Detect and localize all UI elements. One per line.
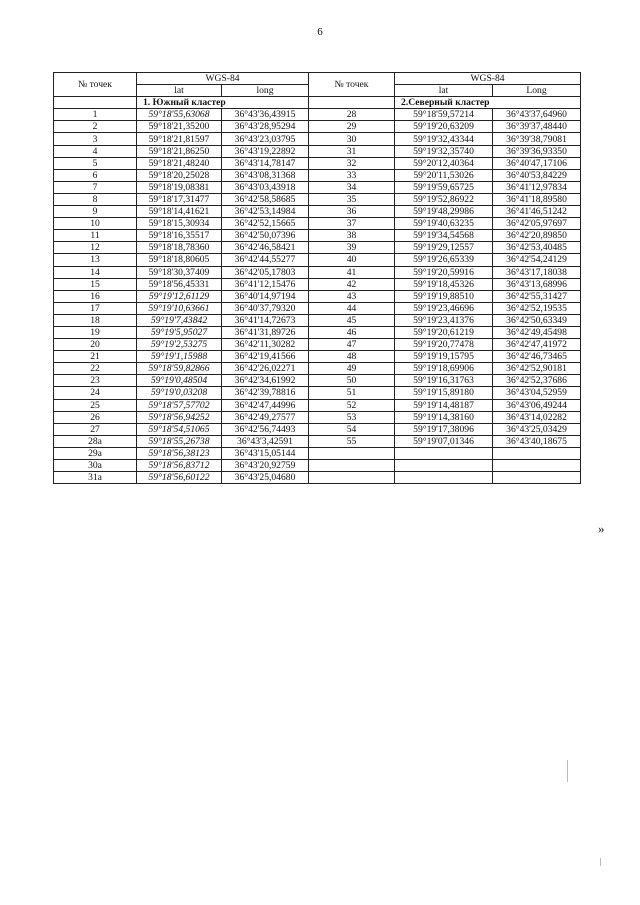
north-point-lat: 59°19'17,38096 xyxy=(395,423,493,435)
north-point-number: 35 xyxy=(309,193,395,205)
south-point-long: 36°41'12,15476 xyxy=(222,278,309,290)
north-point-number: 48 xyxy=(309,351,395,363)
table-row xyxy=(54,363,581,375)
north-point-number: 43 xyxy=(309,290,395,302)
north-point-number: 51 xyxy=(309,387,395,399)
south-point-lat: 59°18'18,78360 xyxy=(137,242,222,254)
north-point-long: 36°43'14,02282 xyxy=(493,411,581,423)
south-point-lat: 59°18'20,25028 xyxy=(137,169,222,181)
empty-cell xyxy=(493,460,581,472)
table-row xyxy=(54,121,581,133)
south-point-lat: 59°19'1,15988 xyxy=(137,351,222,363)
south-point-number: 31a xyxy=(54,472,137,484)
north-point-number: 42 xyxy=(309,278,395,290)
south-point-number: 10 xyxy=(54,218,137,230)
north-point-number: 37 xyxy=(309,218,395,230)
north-point-lat: 59°19'20,77478 xyxy=(395,339,493,351)
north-point-long: 36°42'55,31427 xyxy=(493,290,581,302)
south-point-lat: 59°18'30,37409 xyxy=(137,266,222,278)
north-point-number: 33 xyxy=(309,169,395,181)
south-point-long: 36°42'05,17803 xyxy=(222,266,309,278)
south-point-long: 36°43'23,03795 xyxy=(222,133,309,145)
scan-mark xyxy=(600,858,601,866)
south-point-number: 22 xyxy=(54,363,137,375)
north-point-long: 36°42'47,41972 xyxy=(493,339,581,351)
north-point-lat: 59°19'32,35740 xyxy=(395,145,493,157)
south-point-number: 27 xyxy=(54,423,137,435)
right-lat-header: lat xyxy=(395,85,493,97)
south-point-long: 36°42'52,15665 xyxy=(222,218,309,230)
empty-cell xyxy=(395,472,493,484)
south-point-number: 26 xyxy=(54,411,137,423)
header-row-1 xyxy=(54,73,581,85)
north-point-lat: 59°19'23,41376 xyxy=(395,314,493,326)
north-point-number: 45 xyxy=(309,314,395,326)
empty-cell xyxy=(493,447,581,459)
south-point-lat: 59°19'12,61129 xyxy=(137,290,222,302)
south-point-number: 28a xyxy=(54,435,137,447)
left-lat-header: lat xyxy=(137,85,222,97)
south-point-number: 17 xyxy=(54,302,137,314)
north-point-long: 36°43'25,03429 xyxy=(493,423,581,435)
south-point-long: 36°42'53,14984 xyxy=(222,206,309,218)
south-point-number: 15 xyxy=(54,278,137,290)
south-point-long: 36°43'14,78147 xyxy=(222,157,309,169)
table-row xyxy=(54,435,581,447)
south-point-number: 8 xyxy=(54,193,137,205)
north-point-long: 36°42'20,89850 xyxy=(493,230,581,242)
south-point-lat: 59°18'59,82866 xyxy=(137,363,222,375)
north-point-lat: 59°19'07,01346 xyxy=(395,435,493,447)
south-point-number: 5 xyxy=(54,157,137,169)
cluster-row xyxy=(54,97,581,109)
north-point-number: 38 xyxy=(309,230,395,242)
north-point-lat: 59°20'11,53026 xyxy=(395,169,493,181)
north-point-lat: 59°19'29,12557 xyxy=(395,242,493,254)
north-point-long: 36°42'05,97697 xyxy=(493,218,581,230)
north-point-long: 36°43'13,68996 xyxy=(493,278,581,290)
table-row xyxy=(54,472,581,484)
table-row xyxy=(54,193,581,205)
table-row xyxy=(54,375,581,387)
north-point-lat: 59°19'59,65725 xyxy=(395,181,493,193)
south-point-lat: 59°18'21,35200 xyxy=(137,121,222,133)
north-point-number: 32 xyxy=(309,157,395,169)
north-point-long: 36°42'52,90181 xyxy=(493,363,581,375)
table-row xyxy=(54,254,581,266)
south-point-lat: 59°18'56,45331 xyxy=(137,278,222,290)
north-cluster-title: 2.Северный кластер xyxy=(395,97,581,109)
south-point-long: 36°43'28,95294 xyxy=(222,121,309,133)
south-point-number: 11 xyxy=(54,230,137,242)
north-point-number: 49 xyxy=(309,363,395,375)
south-point-long: 36°42'50,07396 xyxy=(222,230,309,242)
north-point-lat: 59°19'26,65339 xyxy=(395,254,493,266)
south-point-number: 20 xyxy=(54,339,137,351)
north-point-long: 36°42'50,63349 xyxy=(493,314,581,326)
south-point-lat: 59°19'2,53275 xyxy=(137,339,222,351)
south-point-number: 29a xyxy=(54,447,137,459)
south-point-long: 36°43'19,22892 xyxy=(222,145,309,157)
south-point-long: 36°42'11,30282 xyxy=(222,339,309,351)
south-point-long: 36°42'47,44996 xyxy=(222,399,309,411)
north-point-long: 36°39'36,93350 xyxy=(493,145,581,157)
table-row xyxy=(54,387,581,399)
south-cluster-title: 1. Южный кластер xyxy=(137,97,309,109)
north-point-number: 39 xyxy=(309,242,395,254)
south-point-long: 36°42'34,61992 xyxy=(222,375,309,387)
table-row xyxy=(54,411,581,423)
right-num-header: № точек xyxy=(309,73,395,97)
north-point-number: 52 xyxy=(309,399,395,411)
coordinates-table xyxy=(53,72,581,484)
north-point-long: 36°42'52,37686 xyxy=(493,375,581,387)
south-point-long: 36°41'14,72673 xyxy=(222,314,309,326)
south-point-lat: 59°18'14,41621 xyxy=(137,206,222,218)
south-point-long: 36°43'25,04680 xyxy=(222,472,309,484)
south-point-lat: 59°18'16,35517 xyxy=(137,230,222,242)
north-point-number: 53 xyxy=(309,411,395,423)
table-row xyxy=(54,460,581,472)
table-row xyxy=(54,266,581,278)
north-point-long: 36°42'46,73465 xyxy=(493,351,581,363)
south-point-number: 6 xyxy=(54,169,137,181)
south-point-lat: 59°18'21,48240 xyxy=(137,157,222,169)
south-point-long: 36°40'37,79320 xyxy=(222,302,309,314)
south-point-long: 36°42'26,02271 xyxy=(222,363,309,375)
table-row xyxy=(54,339,581,351)
table-row xyxy=(54,447,581,459)
table-row xyxy=(54,145,581,157)
north-point-long: 36°41'46,51242 xyxy=(493,206,581,218)
south-point-lat: 59°18'19,08381 xyxy=(137,181,222,193)
north-point-long: 36°39'38,79081 xyxy=(493,133,581,145)
south-point-lat: 59°19'7,43842 xyxy=(137,314,222,326)
south-point-lat: 59°18'56,38123 xyxy=(137,447,222,459)
south-point-long: 36°43'03,43918 xyxy=(222,181,309,193)
south-point-lat: 59°18'21,81597 xyxy=(137,133,222,145)
page-number: 6 xyxy=(317,26,323,38)
table-row xyxy=(54,206,581,218)
north-point-lat: 59°19'14,48187 xyxy=(395,399,493,411)
north-point-number: 36 xyxy=(309,206,395,218)
empty-cell xyxy=(395,447,493,459)
south-point-lat: 59°18'55,63068 xyxy=(137,109,222,121)
south-point-lat: 59°19'5,95027 xyxy=(137,326,222,338)
north-point-lat: 59°19'48,29986 xyxy=(395,206,493,218)
table-row xyxy=(54,351,581,363)
south-point-lat: 59°19'0,48504 xyxy=(137,375,222,387)
north-point-lat: 59°19'15,89180 xyxy=(395,387,493,399)
empty-cell xyxy=(309,460,395,472)
north-point-number: 29 xyxy=(309,121,395,133)
north-point-number: 46 xyxy=(309,326,395,338)
north-point-long: 36°43'40,18675 xyxy=(493,435,581,447)
south-point-number: 16 xyxy=(54,290,137,302)
south-point-long: 36°42'19,41566 xyxy=(222,351,309,363)
south-point-number: 24 xyxy=(54,387,137,399)
north-point-long: 36°40'53,84229 xyxy=(493,169,581,181)
north-point-long: 36°43'06,49244 xyxy=(493,399,581,411)
scan-mark xyxy=(567,760,568,782)
north-point-lat: 59°19'32,43344 xyxy=(395,133,493,145)
north-point-lat: 59°18'59,57214 xyxy=(395,109,493,121)
south-point-number: 2 xyxy=(54,121,137,133)
north-point-lat: 59°19'20,61219 xyxy=(395,326,493,338)
table-row xyxy=(54,278,581,290)
south-point-number: 19 xyxy=(54,326,137,338)
south-point-lat: 59°18'57,57702 xyxy=(137,399,222,411)
south-point-lat: 59°18'55,26738 xyxy=(137,435,222,447)
table-row xyxy=(54,242,581,254)
left-num-header: № точек xyxy=(54,73,137,97)
south-point-number: 4 xyxy=(54,145,137,157)
south-point-number: 21 xyxy=(54,351,137,363)
table-body xyxy=(54,109,581,484)
north-point-long: 36°42'53,40485 xyxy=(493,242,581,254)
south-point-long: 36°41'31,89726 xyxy=(222,326,309,338)
south-point-number: 9 xyxy=(54,206,137,218)
south-point-lat: 59°18'54,51065 xyxy=(137,423,222,435)
right-system-header: WGS-84 xyxy=(395,73,581,85)
closing-quote: » xyxy=(598,521,605,536)
south-point-number: 23 xyxy=(54,375,137,387)
south-point-lat: 59°18'17,31477 xyxy=(137,193,222,205)
south-point-long: 36°43'3,42591 xyxy=(222,435,309,447)
north-point-lat: 59°19'20,59916 xyxy=(395,266,493,278)
empty-cell xyxy=(309,472,395,484)
south-point-long: 36°43'36,43915 xyxy=(222,109,309,121)
table-row xyxy=(54,133,581,145)
north-point-long: 36°40'47,17106 xyxy=(493,157,581,169)
table-row xyxy=(54,218,581,230)
cluster-spacer-right xyxy=(309,97,395,109)
south-point-long: 36°42'39,78816 xyxy=(222,387,309,399)
north-point-lat: 59°19'40,63235 xyxy=(395,218,493,230)
north-point-lat: 59°19'34,54568 xyxy=(395,230,493,242)
north-point-number: 31 xyxy=(309,145,395,157)
table-row xyxy=(54,109,581,121)
table-row xyxy=(54,181,581,193)
south-point-number: 14 xyxy=(54,266,137,278)
right-long-header: Long xyxy=(493,85,581,97)
north-point-long: 36°42'54,24129 xyxy=(493,254,581,266)
north-point-lat: 59°19'14,38160 xyxy=(395,411,493,423)
south-point-number: 30a xyxy=(54,460,137,472)
north-point-number: 28 xyxy=(309,109,395,121)
north-point-number: 41 xyxy=(309,266,395,278)
south-point-lat: 59°18'15,30934 xyxy=(137,218,222,230)
south-point-long: 36°43'20,92759 xyxy=(222,460,309,472)
south-point-long: 36°42'56,74493 xyxy=(222,423,309,435)
table-row xyxy=(54,230,581,242)
north-point-lat: 59°19'18,45326 xyxy=(395,278,493,290)
south-point-number: 13 xyxy=(54,254,137,266)
south-point-number: 3 xyxy=(54,133,137,145)
left-system-header: WGS-84 xyxy=(137,73,309,85)
north-point-long: 36°41'18,89580 xyxy=(493,193,581,205)
south-point-number: 18 xyxy=(54,314,137,326)
table-row xyxy=(54,290,581,302)
north-point-lat: 59°19'20,63209 xyxy=(395,121,493,133)
north-point-number: 55 xyxy=(309,435,395,447)
south-point-lat: 59°18'18,80605 xyxy=(137,254,222,266)
south-point-lat: 59°18'56,60122 xyxy=(137,472,222,484)
south-point-lat: 59°18'56,83712 xyxy=(137,460,222,472)
north-point-lat: 59°20'12,40364 xyxy=(395,157,493,169)
south-point-long: 36°43'15,05144 xyxy=(222,447,309,459)
table-row xyxy=(54,326,581,338)
south-point-long: 36°43'08,31368 xyxy=(222,169,309,181)
north-point-long: 36°42'52,19535 xyxy=(493,302,581,314)
south-point-number: 12 xyxy=(54,242,137,254)
north-point-lat: 59°19'19,15795 xyxy=(395,351,493,363)
north-point-lat: 59°19'23,46696 xyxy=(395,302,493,314)
south-point-long: 36°42'44,55277 xyxy=(222,254,309,266)
north-point-long: 36°43'37,64960 xyxy=(493,109,581,121)
south-point-number: 7 xyxy=(54,181,137,193)
south-point-long: 36°42'46,58421 xyxy=(222,242,309,254)
north-point-number: 44 xyxy=(309,302,395,314)
north-point-number: 54 xyxy=(309,423,395,435)
south-point-lat: 59°19'10,63661 xyxy=(137,302,222,314)
cluster-spacer-left xyxy=(54,97,137,109)
north-point-lat: 59°19'18,69906 xyxy=(395,363,493,375)
north-point-number: 47 xyxy=(309,339,395,351)
south-point-number: 1 xyxy=(54,109,137,121)
empty-cell xyxy=(493,472,581,484)
south-point-long: 36°42'58,58685 xyxy=(222,193,309,205)
left-long-header: long xyxy=(222,85,309,97)
north-point-lat: 59°19'19,88510 xyxy=(395,290,493,302)
empty-cell xyxy=(309,447,395,459)
north-point-number: 50 xyxy=(309,375,395,387)
north-point-long: 36°39'37,48440 xyxy=(493,121,581,133)
south-point-long: 36°40'14,97194 xyxy=(222,290,309,302)
north-point-long: 36°41'12,97834 xyxy=(493,181,581,193)
table-row xyxy=(54,157,581,169)
north-point-number: 30 xyxy=(309,133,395,145)
north-point-number: 34 xyxy=(309,181,395,193)
south-point-long: 36°42'49,27577 xyxy=(222,411,309,423)
table-row xyxy=(54,169,581,181)
south-point-lat: 59°18'21,86250 xyxy=(137,145,222,157)
table-row xyxy=(54,314,581,326)
south-point-number: 25 xyxy=(54,399,137,411)
south-point-lat: 59°18'56,94252 xyxy=(137,411,222,423)
south-point-lat: 59°19'0,03208 xyxy=(137,387,222,399)
north-point-long: 36°43'17,18038 xyxy=(493,266,581,278)
north-point-long: 36°43'04,52959 xyxy=(493,387,581,399)
north-point-number: 40 xyxy=(309,254,395,266)
north-point-long: 36°42'49,45498 xyxy=(493,326,581,338)
north-point-lat: 59°19'52,86922 xyxy=(395,193,493,205)
table-row xyxy=(54,302,581,314)
table-row xyxy=(54,399,581,411)
empty-cell xyxy=(395,460,493,472)
north-point-lat: 59°19'16,31763 xyxy=(395,375,493,387)
table-row xyxy=(54,423,581,435)
